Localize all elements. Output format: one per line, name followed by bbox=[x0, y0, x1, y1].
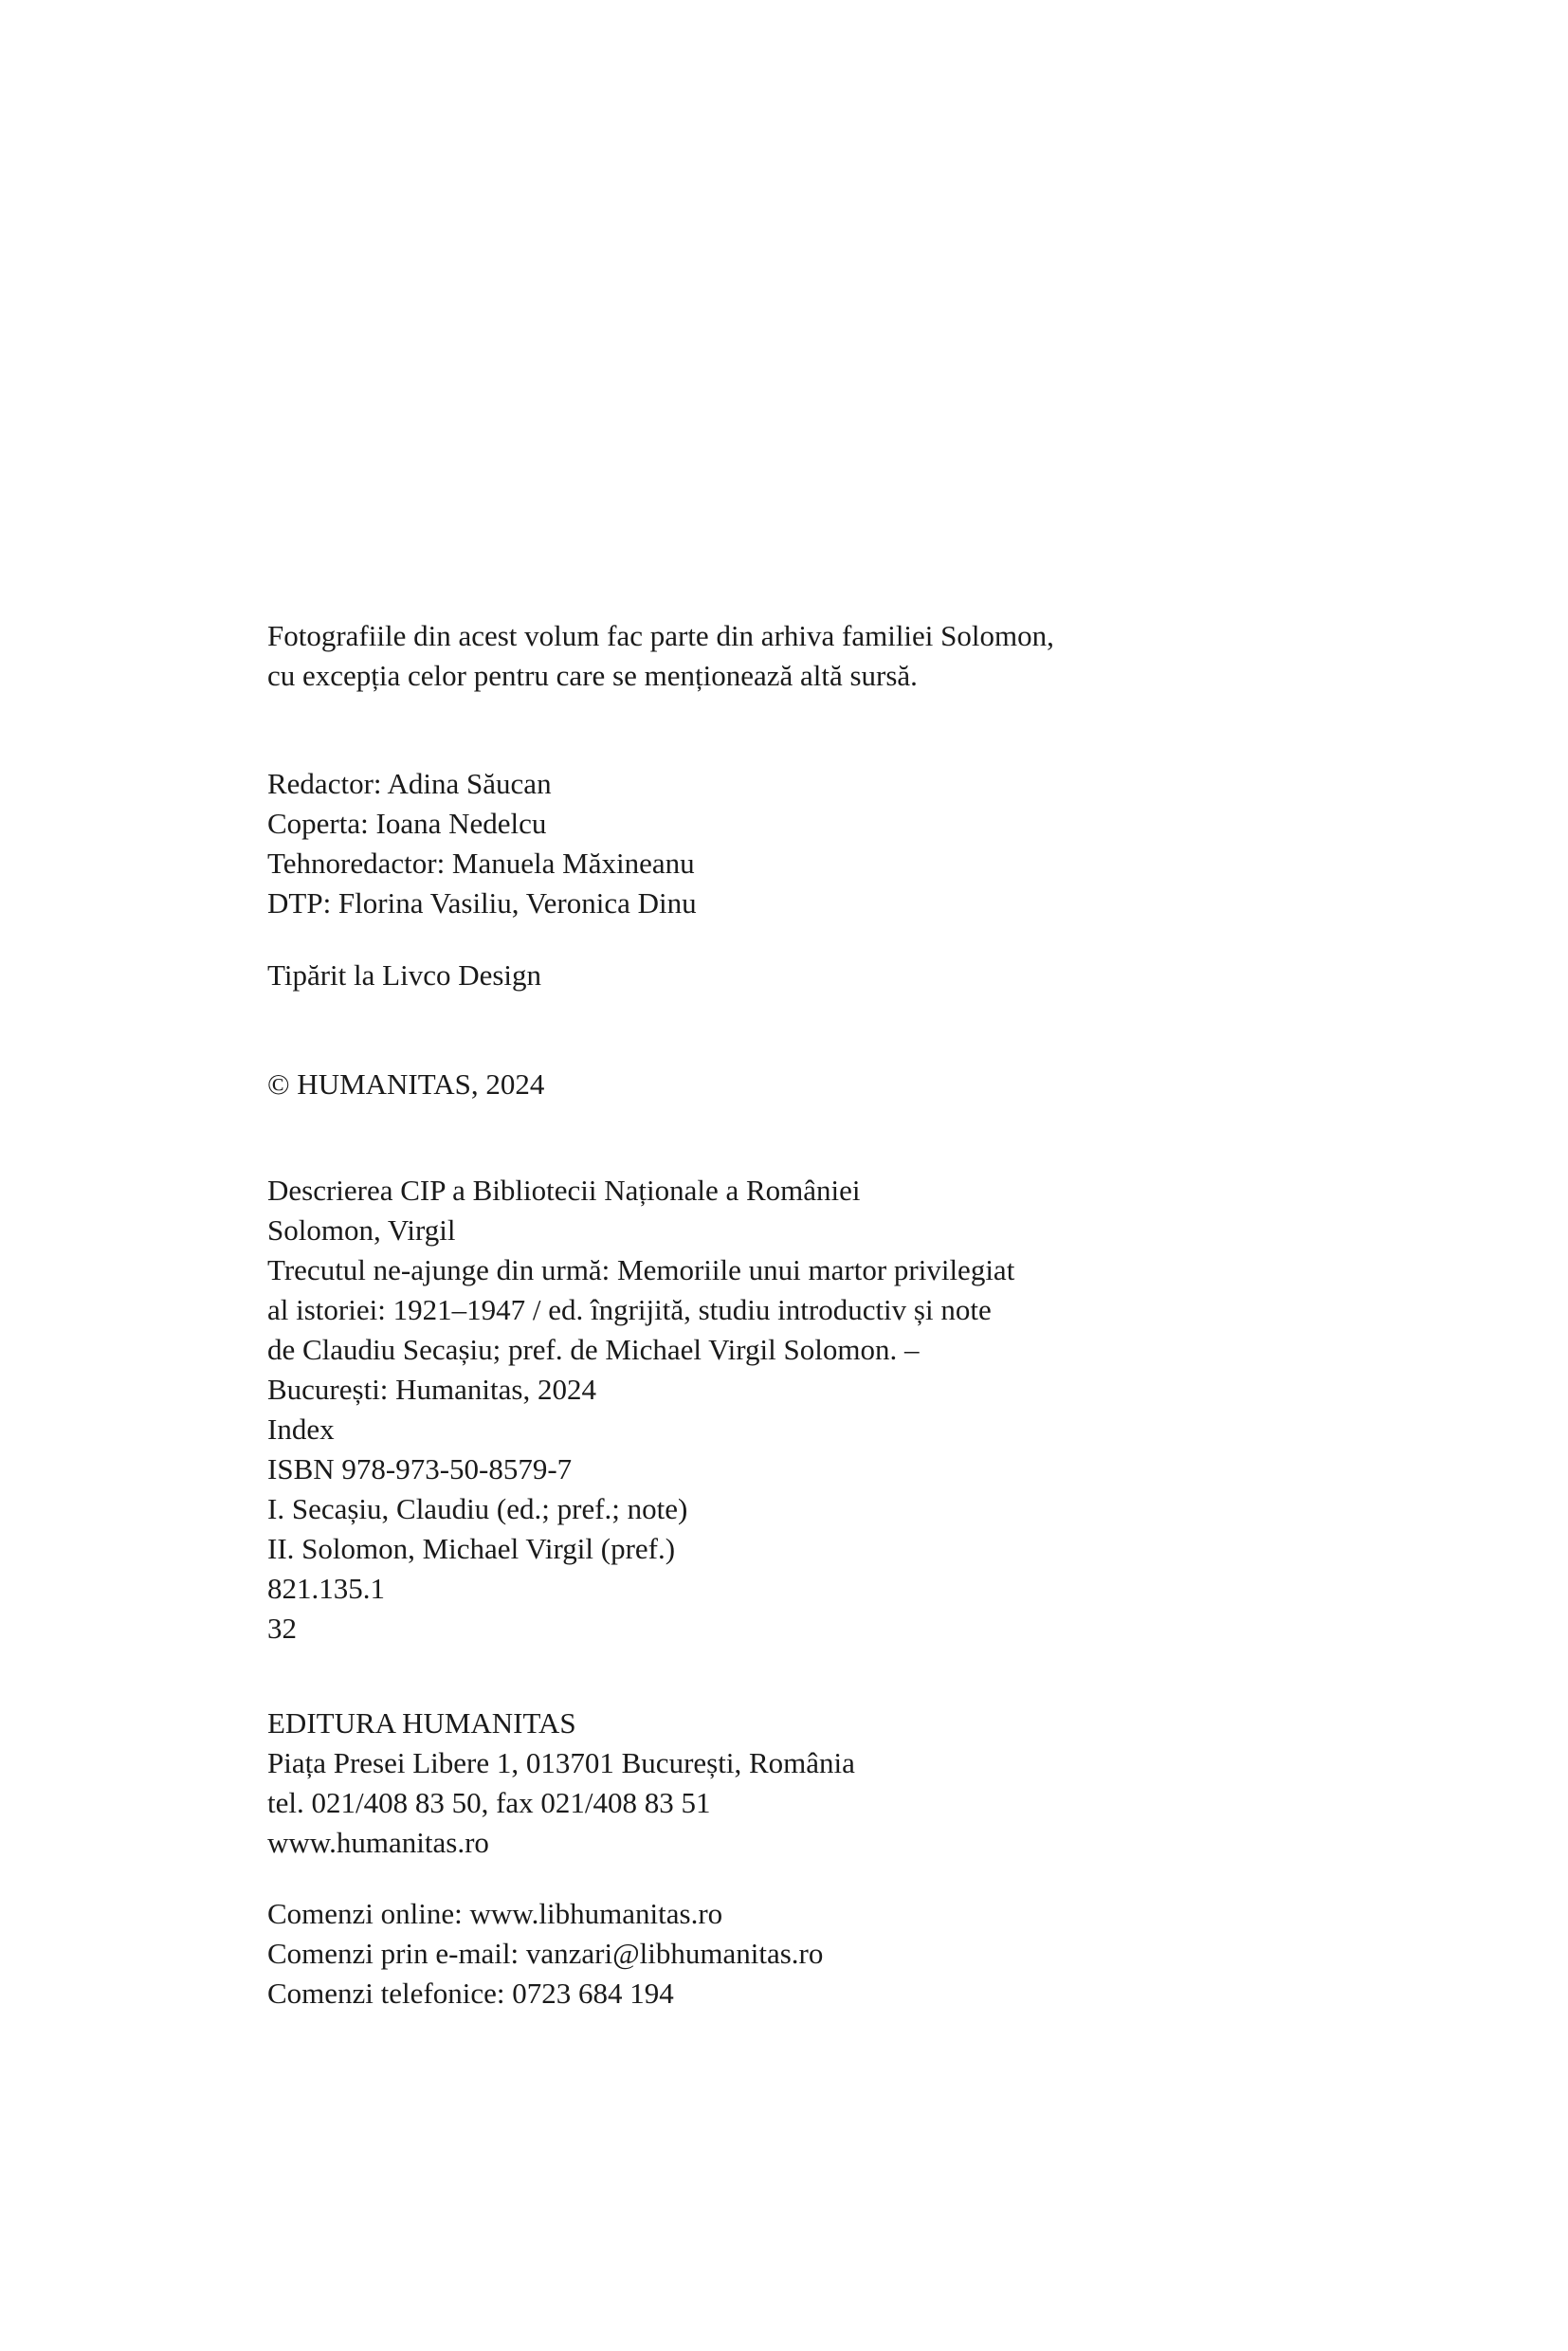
cip-line: II. Solomon, Michael Virgil (pref.) bbox=[267, 1532, 676, 1565]
cip-classification: 821.135.1 bbox=[267, 1572, 385, 1605]
publisher-phone: tel. 021/408 83 50, fax 021/408 83 51 bbox=[267, 1786, 711, 1819]
cip-line: Index bbox=[267, 1412, 335, 1446]
photo-note-line: cu excepția celor pentru care se menționează altă sursă. bbox=[267, 659, 918, 692]
printer-line: Tipărit la Livco Design bbox=[267, 958, 542, 992]
cip-line: Trecutul ne-ajunge din urmă: Memoriile unui martor privilegiat bbox=[267, 1253, 1015, 1286]
printer-note bbox=[267, 956, 1329, 995]
publisher-website: www.humanitas.ro bbox=[267, 1826, 489, 1859]
cip-line: al istoriei: 1921–1947 / ed. îngrijită, studiu introductiv și note bbox=[267, 1293, 992, 1326]
cip-line: Solomon, Virgil bbox=[267, 1213, 456, 1247]
credit-editor: Redactor: Adina Săucan bbox=[267, 767, 552, 800]
cip-classification: 32 bbox=[267, 1612, 297, 1645]
photo-note-line: Fotografiile din acest volum fac parte din arhiva familiei Solomon, bbox=[267, 619, 1054, 652]
credit-typesetter: Tehnoredactor: Manuela Măxineanu bbox=[267, 847, 695, 880]
copyright-notice bbox=[267, 1065, 1329, 1104]
cip-line: Descrierea CIP a Bibliotecii Naționale a României bbox=[267, 1174, 861, 1207]
order-email: Comenzi prin e-mail: vanzari@libhumanitas.ro bbox=[267, 1937, 824, 1970]
cip-isbn: ISBN 978-973-50-8579-7 bbox=[267, 1452, 573, 1485]
publisher-address bbox=[267, 1704, 1329, 1863]
credit-dtp: DTP: Florina Vasiliu, Veronica Dinu bbox=[267, 886, 697, 920]
copyright-line: © HUMANITAS, 2024 bbox=[267, 1067, 545, 1101]
publisher-name: EDITURA HUMANITAS bbox=[267, 1706, 576, 1740]
cip-line: București: Humanitas, 2024 bbox=[267, 1373, 596, 1406]
publisher-street: Piața Presei Libere 1, 013701 București, România bbox=[267, 1746, 855, 1779]
cip-line: de Claudiu Secașiu; pref. de Michael Virgil Solomon. – bbox=[267, 1333, 920, 1366]
credit-cover: Coperta: Ioana Nedelcu bbox=[267, 807, 547, 840]
order-contacts bbox=[267, 1894, 1329, 2014]
photo-credit-note bbox=[267, 616, 1329, 696]
cip-line: I. Secașiu, Claudiu (ed.; pref.; note) bbox=[267, 1492, 688, 1525]
editorial-credits bbox=[267, 764, 1329, 923]
cip-description bbox=[267, 1171, 1329, 1649]
order-online: Comenzi online: www.libhumanitas.ro bbox=[267, 1897, 723, 1930]
order-phone: Comenzi telefonice: 0723 684 194 bbox=[267, 1977, 674, 2010]
